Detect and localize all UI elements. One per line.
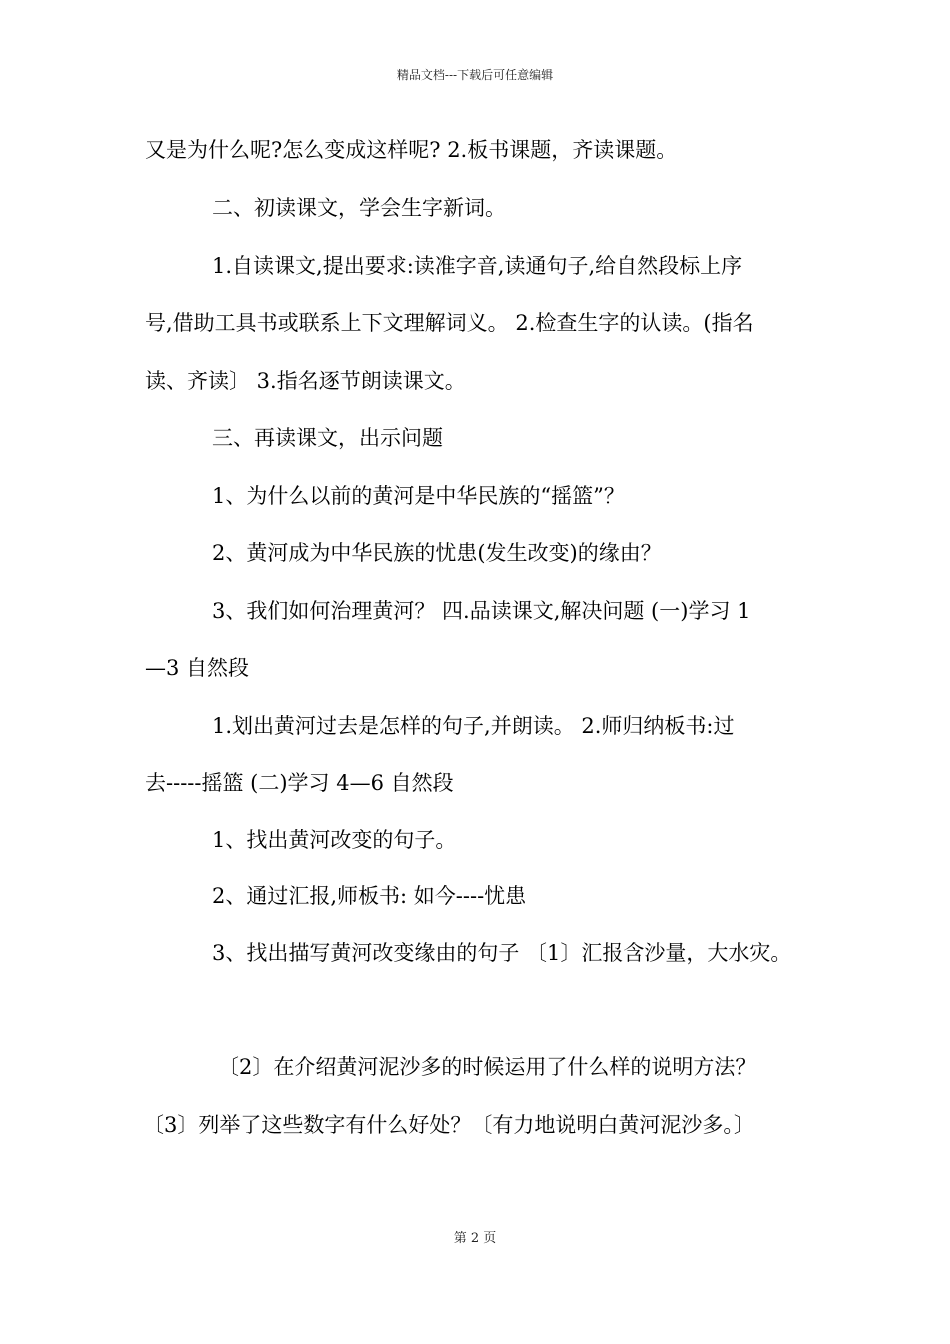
sub-question-item: 〔3〕列举了这些数字有什么好处？〔有力地说明白黄河泥沙多。〕: [143, 1113, 755, 1137]
paragraph-line: 读、齐读〕 3.指名逐节朗读课文。: [145, 369, 466, 393]
question-item: 2、黄河成为中华民族的忧患(发生改变)的缘由？: [212, 541, 662, 565]
list-item: 3、找出描写黄河改变缘由的句子 〔1〕汇报含沙量，大水灾。: [212, 941, 792, 965]
paragraph-line: 去-----摇篮 (二)学习 4—6 自然段: [145, 771, 454, 795]
section-heading: 三、再读课文，出示问题: [212, 426, 443, 450]
document-header: 精品文档---下载后可任意编辑: [396, 68, 554, 82]
paragraph-line: 又是为什么呢?怎么变成这样呢? 2.板书课题，齐读课题。: [145, 138, 678, 162]
paragraph-line: 1.自读课文,提出要求:读准字音,读通句子,给自然段标上序: [212, 254, 743, 278]
paragraph-line: 1.划出黄河过去是怎样的句子,并朗读。 2.师归纳板书:过: [212, 714, 735, 738]
list-item: 1、找出黄河改变的句子。: [212, 828, 457, 852]
paragraph-line: 号,借助工具书或联系上下文理解词义。 2.检查生字的认读。(指名: [145, 311, 754, 335]
page-number: 第 2 页: [453, 1231, 497, 1246]
sub-question-item: 〔2〕在介绍黄河泥沙多的时候运用了什么样的说明方法？: [218, 1055, 757, 1079]
section-heading: 二、初读课文，学会生字新词。: [212, 196, 506, 220]
question-item: 3、我们如何治理黄河？ 四.品读课文,解决问题 (一)学习 1: [212, 599, 751, 623]
paragraph-line: —3 自然段: [145, 656, 250, 680]
list-item: 2、通过汇报,师板书: 如今----忧患: [212, 884, 527, 908]
question-item: 1、为什么以前的黄河是中华民族的“摇篮”？: [212, 484, 625, 508]
